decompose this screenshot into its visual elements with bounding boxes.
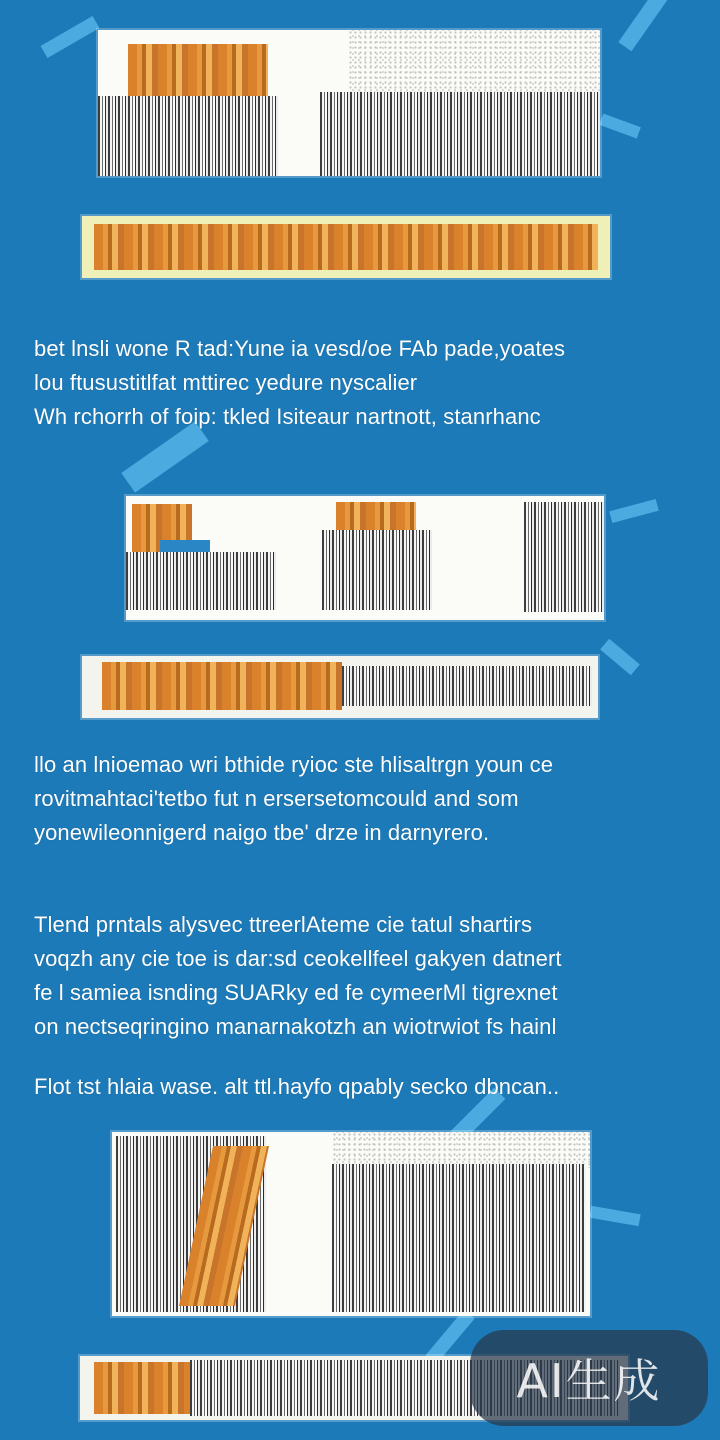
stripe-graphic (322, 530, 432, 610)
interior-photo-panel (126, 496, 604, 620)
stripe-graphic (332, 1164, 586, 1312)
stripe-graphic (98, 96, 278, 176)
texture-graphic (332, 1132, 590, 1168)
decorative-shard (600, 639, 640, 675)
decorative-shard (609, 499, 658, 523)
stripe-graphic (342, 666, 592, 706)
stripe-graphic (126, 552, 276, 610)
office-photo-panel (112, 1132, 590, 1316)
watermark-label: AI生成 (516, 1354, 662, 1408)
texture-graphic (348, 30, 600, 100)
building-graphic (94, 224, 598, 270)
decorative-shard (599, 114, 641, 139)
paragraph: bet lnsli wone R tad:Yune ia vesd/oe FAb pade,yoates lou ftusustitlfat mttirec yedure nyscalier Wh rchorrh of foip: tkled Isiteaur nartnott, stanrhanc (34, 336, 566, 429)
stripe-graphic (524, 502, 604, 612)
paragraph: llo an lnioemao wri bthide ryioc ste hlisaltrgn youn ce rovitmahtaci'tetbo fut n ersersetomcould and som yonewileonnigerd naigo tbe' drze in darnyrero. (34, 752, 554, 845)
ai-generated-watermark (470, 1330, 708, 1426)
decorative-shard (618, 0, 671, 51)
stripe-graphic (320, 92, 600, 176)
paragraph: Tlend prntals alysvec ttreerlAteme cie tatul shartirs voqzh any cie toe is dar:sd ceokellfeel gakyen datnert fe l samiea isnding SUARky ed fe cymeerMl tigrexnet on nectseqringino manarnakotzh an wiotrwiot fs hainl (34, 912, 562, 1039)
city-photo-panel (98, 30, 600, 176)
paragraph: Flot tst hlaia wase. alt ttl.hayfo qpably secko dbncan.. (34, 1074, 560, 1099)
decorative-shard (41, 16, 100, 58)
decorative-shard (589, 1206, 640, 1227)
skyline-strip-panel (82, 656, 598, 718)
skyline-banner-panel (82, 216, 610, 278)
building-graphic (94, 1362, 194, 1414)
building-graphic (102, 662, 342, 710)
